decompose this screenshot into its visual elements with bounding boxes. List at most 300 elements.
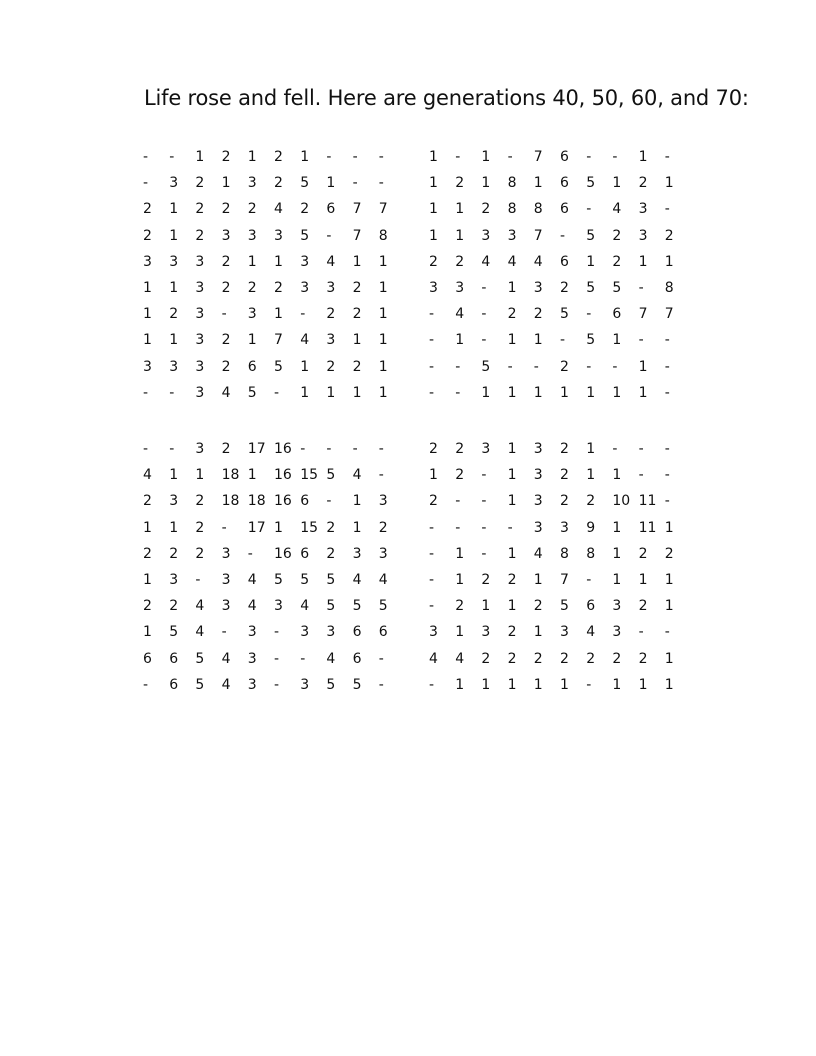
grid-cell: 1 [638, 149, 648, 165]
grid-cell: 3 [195, 280, 205, 296]
grid-cell: 3 [378, 493, 388, 510]
grid-row [429, 488, 689, 514]
grid-cell: 1 [638, 676, 648, 693]
grid-cell: 1 [533, 624, 543, 641]
grid-cell: 9 [586, 519, 596, 536]
grid-cell: 16 [274, 545, 292, 562]
grid-cell: - [352, 441, 358, 457]
grid-cell: - [429, 384, 435, 401]
grid-row [429, 380, 689, 406]
grid-cell: 3 [560, 624, 569, 641]
grid-cell: 4 [247, 598, 257, 615]
grid-cell: 1 [195, 149, 205, 165]
grid-row [429, 275, 689, 301]
grid-cell: 4 [221, 384, 231, 401]
grid-row [143, 672, 403, 698]
grid-cell: 1 [378, 253, 388, 270]
grid-cell: 3 [143, 358, 152, 375]
grid-cell: 2 [455, 598, 465, 615]
grid-cell: - [378, 149, 384, 165]
grid-cell: 10 [612, 493, 631, 510]
grid-cell: - [586, 201, 592, 218]
grid-cell: 4 [586, 624, 596, 641]
grid-cell: - [638, 332, 644, 349]
grid-cell: 2 [560, 280, 569, 296]
grid-cell: 5 [300, 572, 310, 588]
grid-cell: 1 [560, 384, 569, 401]
grid-cell: 1 [507, 493, 517, 510]
grid-cell: 1 [247, 467, 257, 484]
grid-cell: 4 [195, 598, 205, 615]
grid-cell: 1 [429, 227, 438, 244]
grid-row [143, 646, 403, 672]
grid-cell: 3 [533, 280, 543, 296]
grid-cell: - [352, 149, 358, 165]
grid-cell: 4 [455, 650, 465, 667]
grid-row [143, 301, 403, 327]
grid-row [143, 593, 403, 619]
grid-cell: 6 [352, 650, 362, 667]
grid-cell: 1 [481, 149, 491, 165]
grid-cell: 1 [664, 175, 674, 192]
grid-cell: 2 [378, 519, 388, 536]
grid-cell: 1 [143, 280, 152, 296]
grid-cell: 2 [560, 650, 569, 667]
grid-cell: - [378, 441, 384, 457]
grid-cell: - [664, 467, 670, 484]
grid-cell: 5 [481, 358, 491, 375]
grid-cell: 6 [560, 253, 569, 270]
grid-cell: 4 [274, 201, 283, 218]
grid-cell: - [429, 676, 435, 693]
grid-cell: - [169, 441, 175, 457]
grid-cell: 3 [195, 332, 205, 349]
grid-cell: 1 [507, 467, 517, 484]
grid-row [429, 646, 689, 672]
grid-cell: 6 [169, 676, 179, 693]
grid-cell: - [612, 149, 618, 165]
grid-cell: 5 [195, 650, 205, 667]
grid-cell: 5 [612, 280, 622, 296]
grid-cell: 3 [169, 175, 179, 192]
grid-cell: 1 [638, 572, 648, 588]
grid-cell: 6 [247, 358, 257, 375]
grid-cell: 1 [455, 545, 465, 562]
grid-cell: 2 [221, 253, 231, 270]
grid-cell: 4 [143, 467, 152, 484]
grid-cell: 1 [507, 441, 517, 457]
grid-cell: 2 [533, 598, 543, 615]
grid-cell: - [664, 384, 670, 401]
grid-cell: 3 [533, 441, 543, 457]
grid-cell: 4 [507, 253, 517, 270]
grid-cell: 3 [612, 598, 622, 615]
grid-row [143, 354, 403, 380]
grid-row [429, 327, 689, 353]
grid-row [143, 380, 403, 406]
grid-cell: 2 [143, 201, 152, 218]
grid-cell: 2 [429, 441, 438, 457]
grid-cell: 5 [274, 358, 283, 375]
grid-row [429, 249, 689, 275]
grid-cell: 4 [612, 201, 622, 218]
grid-cell: 3 [195, 306, 205, 323]
grid-row [143, 567, 403, 593]
grid-cell: 3 [300, 676, 310, 693]
grid-cell: 1 [352, 493, 362, 510]
grid-cell: 1 [533, 676, 543, 693]
grid-cell: 4 [221, 676, 231, 693]
grid-cell: 2 [429, 493, 438, 510]
grid-cell: 1 [274, 253, 283, 270]
grid-cell: 1 [560, 676, 569, 693]
grid-cell: 3 [378, 545, 388, 562]
grid-cell: 1 [533, 572, 543, 588]
grid-cell: 2 [326, 358, 336, 375]
grid-cell: 3 [247, 624, 257, 641]
grid-cell: - [326, 227, 332, 244]
grid-cell: - [481, 306, 487, 323]
grid-cell: 11 [638, 519, 657, 536]
grid-cell: 6 [560, 201, 569, 218]
grid-cell: 3 [169, 493, 179, 510]
grid-cell: 1 [378, 306, 388, 323]
grid-cell: - [455, 493, 461, 510]
grid-cell: - [664, 441, 670, 457]
grid-row [143, 170, 403, 196]
grid-cell: - [169, 384, 175, 401]
grid-cell: 1 [612, 467, 622, 484]
grid-cell: 3 [195, 384, 205, 401]
grid-cell: 3 [195, 358, 205, 375]
grid-row [143, 436, 403, 462]
grid-cell: - [221, 624, 227, 641]
grid-cell: 3 [169, 253, 179, 270]
grid-cell: 7 [378, 201, 388, 218]
grid-cell: 1 [300, 384, 310, 401]
grid-cell: 1 [638, 358, 648, 375]
grid-cell: 15 [300, 519, 319, 536]
grid-row [429, 436, 689, 462]
grid-cell: 6 [378, 624, 388, 641]
grid-cell: 3 [247, 676, 257, 693]
grid-cell: 1 [612, 332, 622, 349]
grid-cell: 2 [507, 306, 517, 323]
grid-cell: 11 [638, 493, 657, 510]
grid-cell: 1 [455, 624, 465, 641]
grid-cell: - [560, 332, 566, 349]
grid-cell: - [221, 306, 227, 323]
grid-cell: 8 [664, 280, 674, 296]
grid-row [429, 223, 689, 249]
grid-cell: 1 [352, 332, 362, 349]
grid-cell: 8 [533, 201, 543, 218]
grid-cell: 2 [612, 253, 622, 270]
grid-cell: - [300, 306, 306, 323]
grid-cell: 1 [586, 253, 596, 270]
grid-cell: - [455, 149, 461, 165]
grid-cell: 15 [300, 467, 319, 484]
grid-cell: 3 [429, 624, 438, 641]
grid-cell: 1 [247, 253, 257, 270]
grid-cell: 2 [221, 280, 231, 296]
grid-cell: 3 [326, 624, 336, 641]
grid-cell: 18 [247, 493, 266, 510]
grid-cell: 7 [274, 332, 283, 349]
grid-cell: 3 [274, 227, 283, 244]
grid-cell: 1 [247, 149, 257, 165]
grid-cell: 5 [352, 598, 362, 615]
grid-cell: 2 [247, 280, 257, 296]
grid-cell: 8 [560, 545, 569, 562]
grid-cell: 2 [221, 201, 231, 218]
grid-cell: - [429, 332, 435, 349]
grid-cell: 2 [143, 493, 152, 510]
grid-cell: 3 [481, 441, 491, 457]
grid-cell: - [274, 676, 280, 693]
grid-cell: 2 [195, 519, 205, 536]
grid-cell: - [455, 519, 461, 536]
grid-cell: 1 [352, 519, 362, 536]
grid-row [429, 672, 689, 698]
grid-cell: 16 [274, 441, 292, 457]
grid-cell: - [586, 572, 592, 588]
grid-row [429, 567, 689, 593]
grid-cell: 2 [638, 545, 648, 562]
grid-cell: 1 [143, 572, 152, 588]
grid-cell: 1 [664, 650, 674, 667]
grid-cell: 2 [143, 545, 152, 562]
grid-cell: 6 [612, 306, 622, 323]
grid-cell: 6 [169, 650, 179, 667]
grid-row [429, 354, 689, 380]
grid-cell: 5 [560, 306, 569, 323]
grid-cell: 2 [481, 201, 491, 218]
grid-cell: 3 [247, 306, 257, 323]
grid-cell: 3 [326, 332, 336, 349]
grid-cell: - [143, 149, 149, 165]
grid-cell: 1 [429, 201, 438, 218]
grid-cell: 7 [352, 201, 362, 218]
grid-cell: - [300, 650, 306, 667]
grid-cell: 1 [533, 384, 543, 401]
grid-cell: 18 [221, 467, 240, 484]
grid-cell: 5 [586, 175, 596, 192]
grid-cell: 2 [326, 519, 336, 536]
grid-cell: 5 [586, 280, 596, 296]
grid-cell: - [429, 572, 435, 588]
grid-cell: - [429, 545, 435, 562]
grid-cell: 3 [300, 280, 310, 296]
grid-cell: 2 [300, 201, 310, 218]
grid-cell: 16 [274, 467, 292, 484]
grid-cell: 1 [455, 332, 465, 349]
grid-row [143, 619, 403, 645]
grid-cell: 2 [274, 175, 283, 192]
grid-cell: - [455, 358, 461, 375]
grid-cell: 6 [586, 598, 596, 615]
grid-cell: - [429, 519, 435, 536]
grid-cell: 1 [612, 545, 622, 562]
grid-cell: 1 [481, 175, 491, 192]
grid-cell: 4 [221, 650, 231, 667]
grid-cell: 3 [533, 493, 543, 510]
grid-cell: 1 [586, 441, 596, 457]
grid-cell: - [507, 358, 513, 375]
grid-cell: 5 [169, 624, 179, 641]
grid-cell: 5 [378, 598, 388, 615]
grid-cell: 1 [169, 467, 179, 484]
grid-cell: 3 [221, 545, 231, 562]
grid-cell: 5 [326, 676, 336, 693]
grid-cell: - [300, 441, 306, 457]
grid-cell: 1 [274, 519, 283, 536]
grid-cell: - [143, 384, 149, 401]
grid-cell: 1 [300, 149, 310, 165]
grid-cell: 1 [612, 572, 622, 588]
grid-cell: 1 [455, 676, 465, 693]
grid-row [143, 327, 403, 353]
grid-cell: - [143, 676, 149, 693]
grid-cell: 1 [143, 306, 152, 323]
grid-cell: - [560, 227, 566, 244]
grid-cell: 2 [664, 227, 674, 244]
grid-cell: - [378, 676, 384, 693]
grid-cell: 3 [560, 519, 569, 536]
grid-cell: 1 [143, 332, 152, 349]
grid-cell: 2 [195, 493, 205, 510]
grid-cell: 2 [638, 175, 648, 192]
grid-cell: 2 [143, 598, 152, 615]
grid-cell: 2 [352, 306, 362, 323]
grid-cell: 16 [274, 493, 292, 510]
grid-cell: 1 [378, 384, 388, 401]
grid-cell: - [274, 650, 280, 667]
grid-cell: 1 [429, 149, 438, 165]
grid-cell: 1 [507, 280, 517, 296]
grid-cell: 5 [326, 572, 336, 588]
grid-cell: 8 [586, 545, 596, 562]
grid-cell: 7 [638, 306, 648, 323]
grid-cell: 3 [169, 572, 179, 588]
grid-cell: 5 [352, 676, 362, 693]
grid-cell: 17 [247, 519, 266, 536]
grid-row [429, 144, 689, 170]
grid-cell: 1 [221, 175, 231, 192]
grid-cell: 3 [300, 624, 310, 641]
grid-cell: 1 [664, 519, 674, 536]
grid-cell: 2 [143, 227, 152, 244]
grid-cell: 2 [560, 493, 569, 510]
grid-cell: 1 [664, 598, 674, 615]
grid-cell: 3 [221, 227, 231, 244]
grid-cell: - [378, 467, 384, 484]
grid-cell: 1 [507, 598, 517, 615]
grid-cell: 1 [378, 332, 388, 349]
grid-cell: 2 [612, 650, 622, 667]
grid-cell: - [481, 280, 487, 296]
grid-cell: 2 [326, 306, 336, 323]
grid-cell: 3 [143, 253, 152, 270]
grid-cell: 3 [612, 624, 622, 641]
grid-cell: - [429, 306, 435, 323]
grid-cell: - [638, 441, 644, 457]
grid-cell: 3 [195, 253, 205, 270]
grid-cell: 1 [169, 201, 179, 218]
grid-cell: 8 [507, 175, 517, 192]
grid-row [143, 144, 403, 170]
grid-cell: - [586, 306, 592, 323]
grid-cell: 2 [195, 545, 205, 562]
grid-cell: 1 [481, 676, 491, 693]
grid-cell: 1 [586, 467, 596, 484]
grid-cell: 2 [169, 598, 179, 615]
grid-cell: 4 [300, 332, 310, 349]
grid-cell: 2 [638, 598, 648, 615]
grid-row [143, 488, 403, 514]
grid-cell: 2 [195, 227, 205, 244]
grid-cell: 1 [169, 332, 179, 349]
grid-cell: 5 [195, 676, 205, 693]
grid-row [143, 196, 403, 222]
grid-cell: - [638, 467, 644, 484]
grid-cell: 5 [586, 227, 596, 244]
grid-cell: - [664, 624, 670, 641]
grid-cell: 3 [221, 572, 231, 588]
grid-cell: 1 [455, 227, 465, 244]
grid-cell: 1 [169, 519, 179, 536]
grid-cell: 2 [326, 545, 336, 562]
grid-cell: 4 [455, 306, 465, 323]
grid-cell: 7 [664, 306, 674, 323]
grid-cell: 1 [533, 332, 543, 349]
grid-cell: 7 [533, 149, 543, 165]
grid-cell: 3 [507, 227, 517, 244]
grid-row [429, 515, 689, 541]
grid-cell: 1 [326, 175, 336, 192]
grid-cell: - [429, 598, 435, 615]
grid-cell: 1 [612, 175, 622, 192]
grid-row [429, 170, 689, 196]
grid-cell: 2 [481, 572, 491, 588]
grid-row [429, 462, 689, 488]
grid-cell: - [507, 149, 513, 165]
grid-cell: 2 [352, 358, 362, 375]
grid-cell: - [638, 624, 644, 641]
grid-cell: 2 [429, 253, 438, 270]
grid-cell: 3 [638, 227, 648, 244]
grid-cell: 2 [274, 280, 283, 296]
grid-cell: 1 [664, 676, 674, 693]
grid-cell: 7 [533, 227, 543, 244]
grid-cell: 7 [560, 572, 569, 588]
grid-cell: 4 [326, 650, 336, 667]
grid-cell: 1 [507, 676, 517, 693]
grid-cell: - [533, 358, 539, 375]
grid-cell: 4 [352, 467, 362, 484]
grid-cell: 2 [247, 201, 257, 218]
grid-cell: - [586, 358, 592, 375]
grid-cell: 4 [378, 572, 388, 588]
grid-cell: 1 [143, 519, 152, 536]
grid-cell: 5 [300, 227, 310, 244]
grid-cell: 3 [352, 545, 362, 562]
grid-cell: 1 [664, 572, 674, 588]
grid-cell: 8 [378, 227, 388, 244]
grid-row [143, 249, 403, 275]
grid-cell: - [481, 493, 487, 510]
grid-cell: 3 [247, 175, 257, 192]
